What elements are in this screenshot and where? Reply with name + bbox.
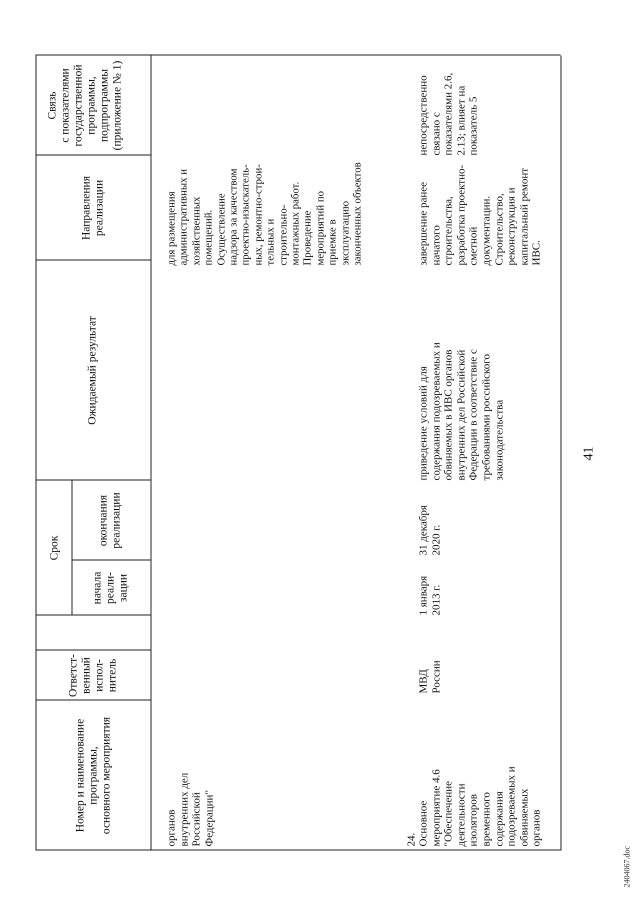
header-term: Срок xyxy=(48,535,60,560)
row-name: Основное мероприятие 4.6 "Обеспечение деятельности изоляторов временного содержания подозреваемых и обвиняемых органов xyxy=(417,765,543,846)
row-result: приведение условий для содержания подозреваемых и обвиняемых в ИВС органов внутренних дел Российской Федерации в соответствие с требованиями российского законодательства xyxy=(417,341,505,480)
header-result: Ожидаемый результат xyxy=(86,315,98,425)
page-number: 41 xyxy=(581,446,596,460)
continuation-directions: для размещения административных и хозяйственных помещений. Осуществление надзора за качеством проектно-изыскатель- ных, ремонтно-строи- тельных и строительно- монтажных работ. Проведение мероприятий по приемке в эксплуатацию законченных объектов xyxy=(165,161,364,265)
header-directions: Направления реализации xyxy=(80,175,105,240)
row-start: 1 января 2013 г. xyxy=(417,575,442,615)
header-bottom-line xyxy=(150,55,151,850)
header-link: Связь с показателями государственной программы, подпрограммы (приложение № 1) xyxy=(46,60,123,150)
row-responsible: МВД России xyxy=(417,659,442,693)
header-responsible: Ответст- венный испол- нитель xyxy=(67,653,118,697)
row-end: 31 декабря 2020 г. xyxy=(417,504,442,555)
row-number: 24. xyxy=(405,832,417,846)
header-end: окончания реализации xyxy=(97,491,122,549)
table-top-border xyxy=(35,55,36,850)
header-number-name: Номер и наименование программы, основного мероприятия xyxy=(74,716,112,834)
row-link: непосредственно связано с показателями 2.6, 2.13; влияет на показатель 5 xyxy=(417,72,480,155)
header-start: начала реали- зации xyxy=(91,571,129,604)
row-directions: завершение ранее начатого строительства, разработка проектно- сметной документации. Строительство, реконструкция и капитальный ремонт ИВС. xyxy=(417,164,543,265)
footer-file-name: 2404067.doc xyxy=(622,845,631,887)
table-bottom-border xyxy=(560,55,561,850)
table-left-border xyxy=(35,849,560,850)
term-subheader-line xyxy=(71,480,72,615)
continuation-name: органов внутренних дел Российской Федерации" xyxy=(165,772,215,846)
